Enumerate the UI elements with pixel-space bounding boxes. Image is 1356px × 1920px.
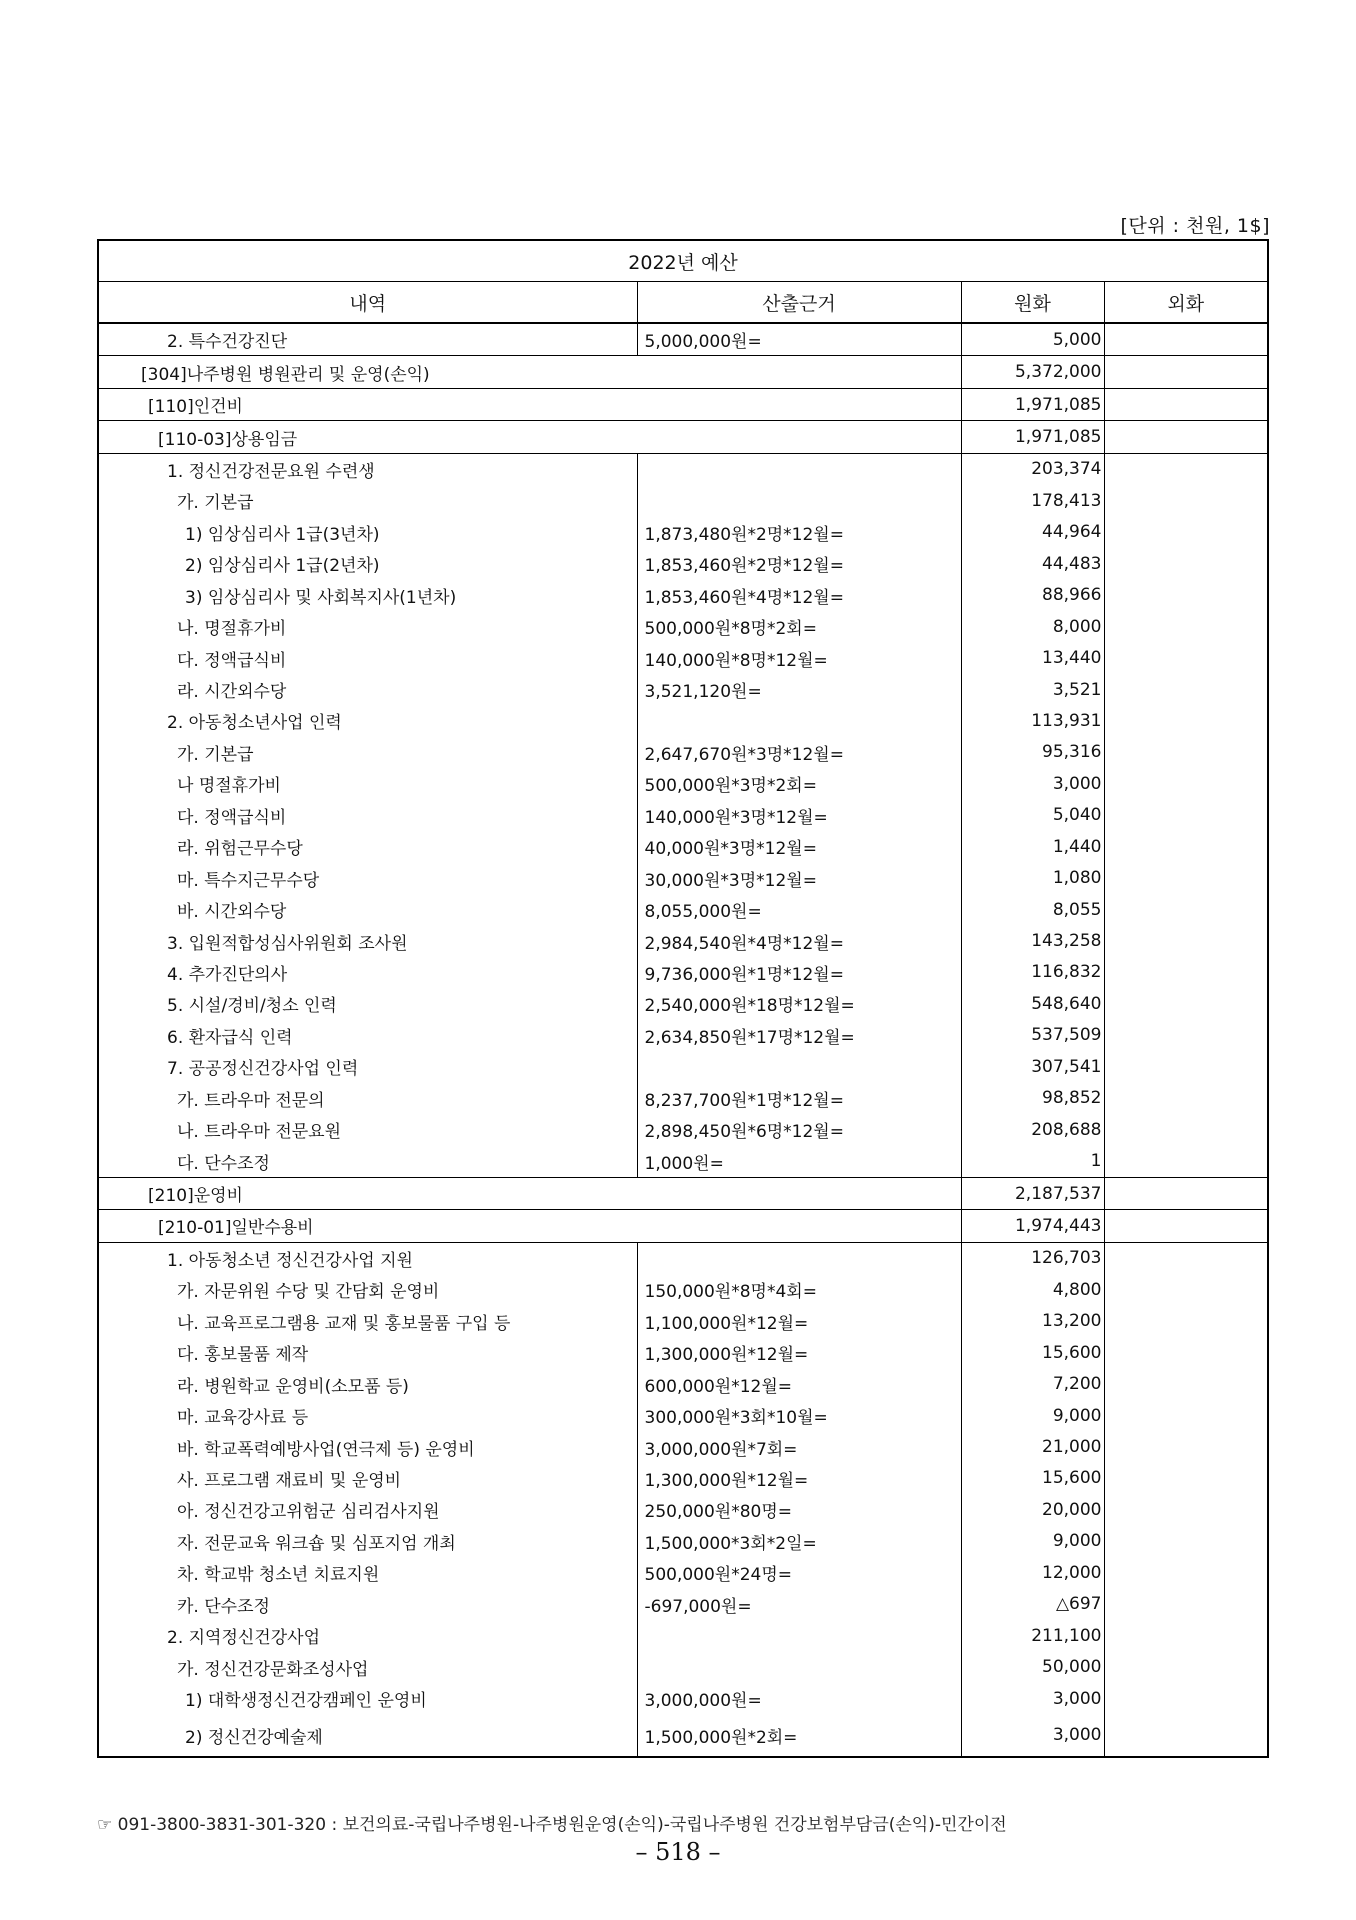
calculation-basis bbox=[637, 1620, 961, 1651]
krw-amount: 113,931 bbox=[961, 705, 1104, 736]
krw-amount: 15,600 bbox=[961, 1463, 1104, 1494]
table-row bbox=[98, 580, 1268, 611]
table-row bbox=[98, 1400, 1268, 1431]
calculation-basis: 1,300,000원*12월= bbox=[637, 1337, 961, 1368]
foreign-amount bbox=[1104, 611, 1268, 642]
item-description: 바. 학교폭력예방사업(연극제 등) 운영비 bbox=[98, 1431, 637, 1462]
calculation-basis: 1,853,460원*4명*12월= bbox=[637, 580, 961, 611]
header-description: 내역 bbox=[98, 282, 637, 324]
foreign-amount bbox=[1104, 453, 1268, 485]
table-row bbox=[98, 800, 1268, 831]
calculation-basis: 1,500,000*3회*2일= bbox=[637, 1526, 961, 1557]
krw-amount: 178,413 bbox=[961, 485, 1104, 516]
krw-amount: 8,055 bbox=[961, 894, 1104, 925]
foreign-amount bbox=[1104, 1651, 1268, 1682]
foreign-amount bbox=[1104, 1463, 1268, 1494]
item-description: 자. 전문교육 워크숍 및 심포지엄 개최 bbox=[98, 1526, 637, 1557]
calculation-basis: 2,984,540원*4명*12월= bbox=[637, 925, 961, 956]
foreign-amount bbox=[1104, 957, 1268, 988]
foreign-amount bbox=[1104, 1526, 1268, 1557]
foreign-amount bbox=[1104, 580, 1268, 611]
krw-amount: 143,258 bbox=[961, 925, 1104, 956]
item-description: [210-01]일반수용비 bbox=[98, 1210, 961, 1242]
calculation-basis: 150,000원*8명*4회= bbox=[637, 1274, 961, 1305]
table-row bbox=[98, 1051, 1268, 1082]
table-row bbox=[98, 1431, 1268, 1462]
item-description: 사. 프로그램 재료비 및 운영비 bbox=[98, 1463, 637, 1494]
foreign-amount bbox=[1104, 925, 1268, 956]
item-description: 2. 특수건강진단 bbox=[98, 323, 637, 356]
krw-amount: 2,187,537 bbox=[961, 1177, 1104, 1209]
table-row bbox=[98, 1145, 1268, 1177]
table-row bbox=[98, 1683, 1268, 1714]
krw-amount: 4,800 bbox=[961, 1274, 1104, 1305]
foreign-amount bbox=[1104, 356, 1268, 388]
item-description: 나 명절휴가비 bbox=[98, 768, 637, 799]
calculation-basis: 600,000원*12월= bbox=[637, 1368, 961, 1399]
table-row bbox=[98, 674, 1268, 705]
krw-amount: 9,000 bbox=[961, 1400, 1104, 1431]
calculation-basis: 2,540,000원*18명*12월= bbox=[637, 988, 961, 1019]
table-row bbox=[98, 421, 1268, 453]
table-row bbox=[98, 1337, 1268, 1368]
krw-amount: 537,509 bbox=[961, 1020, 1104, 1051]
krw-amount: 21,000 bbox=[961, 1431, 1104, 1462]
item-description: 다. 단수조정 bbox=[98, 1145, 637, 1177]
foreign-amount bbox=[1104, 1494, 1268, 1525]
calculation-basis: 8,055,000원= bbox=[637, 894, 961, 925]
krw-amount: 3,521 bbox=[961, 674, 1104, 705]
krw-amount: 211,100 bbox=[961, 1620, 1104, 1651]
item-description: 가. 기본급 bbox=[98, 485, 637, 516]
table-row bbox=[98, 1620, 1268, 1651]
table-body bbox=[98, 323, 1268, 1757]
account-code-footnote: ☞ 091-3800-3831-301-320 : 보건의료-국립나주병원-나주병원운영(손익)-국립나주병원 건강보험부담금(손익)-민간이전 bbox=[97, 1815, 1007, 1835]
item-description: 마. 특수지근무수당 bbox=[98, 862, 637, 893]
krw-amount: 3,000 bbox=[961, 768, 1104, 799]
krw-amount: 15,600 bbox=[961, 1337, 1104, 1368]
foreign-amount bbox=[1104, 1431, 1268, 1462]
foreign-amount bbox=[1104, 674, 1268, 705]
table-row bbox=[98, 1557, 1268, 1588]
item-description: 다. 홍보물품 제작 bbox=[98, 1337, 637, 1368]
budget-table bbox=[97, 239, 1269, 1758]
table-row bbox=[98, 1083, 1268, 1114]
item-description: 6. 환자급식 인력 bbox=[98, 1020, 637, 1051]
item-description: 나. 교육프로그램용 교재 및 홍보물품 구입 등 bbox=[98, 1306, 637, 1337]
foreign-amount bbox=[1104, 1145, 1268, 1177]
table-row bbox=[98, 356, 1268, 388]
foreign-amount bbox=[1104, 768, 1268, 799]
foreign-amount bbox=[1104, 988, 1268, 1019]
foreign-amount bbox=[1104, 1337, 1268, 1368]
calculation-basis: 1,000원= bbox=[637, 1145, 961, 1177]
krw-amount: 1,080 bbox=[961, 862, 1104, 893]
item-description: 다. 정액급식비 bbox=[98, 642, 637, 673]
item-description: 가. 정신건강문화조성사업 bbox=[98, 1651, 637, 1682]
calculation-basis: 300,000원*3회*10월= bbox=[637, 1400, 961, 1431]
foreign-amount bbox=[1104, 323, 1268, 356]
calculation-basis: 9,736,000원*1명*12월= bbox=[637, 957, 961, 988]
table-row bbox=[98, 1714, 1268, 1757]
calculation-basis: 1,873,480원*2명*12월= bbox=[637, 517, 961, 548]
krw-amount: 13,200 bbox=[961, 1306, 1104, 1337]
foreign-amount bbox=[1104, 1589, 1268, 1620]
krw-amount: 203,374 bbox=[961, 453, 1104, 485]
foreign-amount bbox=[1104, 1683, 1268, 1714]
calculation-basis: 250,000원*80명= bbox=[637, 1494, 961, 1525]
krw-amount: 5,000 bbox=[961, 323, 1104, 356]
krw-amount: 3,000 bbox=[961, 1714, 1104, 1757]
krw-amount: 1,440 bbox=[961, 831, 1104, 862]
calculation-basis: 500,000원*24명= bbox=[637, 1557, 961, 1588]
calculation-basis: 8,237,700원*1명*12월= bbox=[637, 1083, 961, 1114]
krw-amount: 20,000 bbox=[961, 1494, 1104, 1525]
item-description: 2) 임상심리사 1급(2년차) bbox=[98, 548, 637, 579]
table-row bbox=[98, 517, 1268, 548]
krw-amount: 1,974,443 bbox=[961, 1210, 1104, 1242]
table-row bbox=[98, 1306, 1268, 1337]
table-title: 2022년 예산 bbox=[98, 240, 1268, 282]
krw-amount: 5,372,000 bbox=[961, 356, 1104, 388]
item-description: 2. 아동청소년사업 인력 bbox=[98, 705, 637, 736]
table-row bbox=[98, 1463, 1268, 1494]
unit-label: [단위 : 천원, 1$] bbox=[1120, 215, 1270, 237]
krw-amount: 88,966 bbox=[961, 580, 1104, 611]
table-row bbox=[98, 611, 1268, 642]
item-description: 아. 정신건강고위험군 심리검사지원 bbox=[98, 1494, 637, 1525]
table-row bbox=[98, 1114, 1268, 1145]
item-description: 1) 임상심리사 1급(3년차) bbox=[98, 517, 637, 548]
foreign-amount bbox=[1104, 737, 1268, 768]
krw-amount: 548,640 bbox=[961, 988, 1104, 1019]
table-row bbox=[98, 388, 1268, 420]
foreign-amount bbox=[1104, 485, 1268, 516]
krw-amount: 95,316 bbox=[961, 737, 1104, 768]
krw-amount: 44,483 bbox=[961, 548, 1104, 579]
table-row bbox=[98, 548, 1268, 579]
foreign-amount bbox=[1104, 862, 1268, 893]
krw-amount: 208,688 bbox=[961, 1114, 1104, 1145]
table-row bbox=[98, 1651, 1268, 1682]
table-row bbox=[98, 831, 1268, 862]
item-description: 5. 시설/경비/청소 인력 bbox=[98, 988, 637, 1019]
foreign-amount bbox=[1104, 548, 1268, 579]
krw-amount: 98,852 bbox=[961, 1083, 1104, 1114]
item-description: 1) 대학생정신건강캠페인 운영비 bbox=[98, 1683, 637, 1714]
item-description: 바. 시간외수당 bbox=[98, 894, 637, 925]
table-row bbox=[98, 323, 1268, 356]
foreign-amount bbox=[1104, 1274, 1268, 1305]
item-description: 나. 명절휴가비 bbox=[98, 611, 637, 642]
item-description: 라. 병원학교 운영비(소모품 등) bbox=[98, 1368, 637, 1399]
table-row bbox=[98, 1210, 1268, 1242]
table-row bbox=[98, 768, 1268, 799]
item-description: 4. 추가진단의사 bbox=[98, 957, 637, 988]
calculation-basis: 3,521,120원= bbox=[637, 674, 961, 705]
calculation-basis: 140,000원*8명*12월= bbox=[637, 642, 961, 673]
krw-amount: 1,971,085 bbox=[961, 421, 1104, 453]
item-description: 카. 단수조정 bbox=[98, 1589, 637, 1620]
foreign-amount bbox=[1104, 642, 1268, 673]
table-row bbox=[98, 925, 1268, 956]
foreign-amount bbox=[1104, 1557, 1268, 1588]
calculation-basis: 30,000원*3명*12월= bbox=[637, 862, 961, 893]
foreign-amount bbox=[1104, 1400, 1268, 1431]
table-row bbox=[98, 1274, 1268, 1305]
calculation-basis: 3,000,000원*7회= bbox=[637, 1431, 961, 1462]
item-description: 마. 교육강사료 등 bbox=[98, 1400, 637, 1431]
table-row bbox=[98, 485, 1268, 516]
calculation-basis bbox=[637, 705, 961, 736]
calculation-basis: 500,000원*8명*2회= bbox=[637, 611, 961, 642]
item-description: 가. 기본급 bbox=[98, 737, 637, 768]
foreign-amount bbox=[1104, 1368, 1268, 1399]
calculation-basis: 2,634,850원*17명*12월= bbox=[637, 1020, 961, 1051]
table-row bbox=[98, 705, 1268, 736]
item-description: [110-03]상용임금 bbox=[98, 421, 961, 453]
foreign-amount bbox=[1104, 388, 1268, 420]
item-description: 1. 정신건강전문요원 수련생 bbox=[98, 453, 637, 485]
krw-amount: 44,964 bbox=[961, 517, 1104, 548]
krw-amount: 1,971,085 bbox=[961, 388, 1104, 420]
krw-amount: 7,200 bbox=[961, 1368, 1104, 1399]
item-description: [110]인건비 bbox=[98, 388, 961, 420]
table-row bbox=[98, 862, 1268, 893]
header-krw: 원화 bbox=[961, 282, 1104, 324]
calculation-basis: 5,000,000원= bbox=[637, 323, 961, 356]
foreign-amount bbox=[1104, 1306, 1268, 1337]
krw-amount: 3,000 bbox=[961, 1683, 1104, 1714]
calculation-basis: 40,000원*3명*12월= bbox=[637, 831, 961, 862]
table-row bbox=[98, 1242, 1268, 1274]
calculation-basis bbox=[637, 453, 961, 485]
table-row bbox=[98, 642, 1268, 673]
krw-amount: 12,000 bbox=[961, 1557, 1104, 1588]
table-row bbox=[98, 1494, 1268, 1525]
calculation-basis: 3,000,000원= bbox=[637, 1683, 961, 1714]
item-description: 3) 임상심리사 및 사회복지사(1년차) bbox=[98, 580, 637, 611]
foreign-amount bbox=[1104, 1210, 1268, 1242]
calculation-basis bbox=[637, 1651, 961, 1682]
calculation-basis: 1,300,000원*12월= bbox=[637, 1463, 961, 1494]
foreign-amount bbox=[1104, 517, 1268, 548]
item-description: 다. 정액급식비 bbox=[98, 800, 637, 831]
table-row bbox=[98, 453, 1268, 485]
item-description: [304]나주병원 병원관리 및 운영(손익) bbox=[98, 356, 961, 388]
foreign-amount bbox=[1104, 1177, 1268, 1209]
table-row bbox=[98, 1526, 1268, 1557]
foreign-amount bbox=[1104, 894, 1268, 925]
krw-amount: 9,000 bbox=[961, 1526, 1104, 1557]
calculation-basis bbox=[637, 485, 961, 516]
table-row bbox=[98, 988, 1268, 1019]
foreign-amount bbox=[1104, 831, 1268, 862]
foreign-amount bbox=[1104, 1114, 1268, 1145]
item-description: 가. 자문위원 수당 및 간담회 운영비 bbox=[98, 1274, 637, 1305]
table-row bbox=[98, 1020, 1268, 1051]
calculation-basis: 1,853,460원*2명*12월= bbox=[637, 548, 961, 579]
header-foreign: 외화 bbox=[1104, 282, 1268, 324]
header-basis: 산출근거 bbox=[637, 282, 961, 324]
table-row bbox=[98, 737, 1268, 768]
table-row bbox=[98, 1589, 1268, 1620]
calculation-basis: 140,000원*3명*12월= bbox=[637, 800, 961, 831]
item-description: [210]운영비 bbox=[98, 1177, 961, 1209]
krw-amount: 1 bbox=[961, 1145, 1104, 1177]
table-row bbox=[98, 957, 1268, 988]
krw-amount: △697 bbox=[961, 1589, 1104, 1620]
krw-amount: 50,000 bbox=[961, 1651, 1104, 1682]
foreign-amount bbox=[1104, 1083, 1268, 1114]
foreign-amount bbox=[1104, 1620, 1268, 1651]
calculation-basis bbox=[637, 1242, 961, 1274]
foreign-amount bbox=[1104, 705, 1268, 736]
calculation-basis: -697,000원= bbox=[637, 1589, 961, 1620]
table-row bbox=[98, 1177, 1268, 1209]
calculation-basis bbox=[637, 1051, 961, 1082]
item-description: 차. 학교밖 청소년 치료지원 bbox=[98, 1557, 637, 1588]
calculation-basis: 500,000원*3명*2회= bbox=[637, 768, 961, 799]
calculation-basis: 2,898,450원*6명*12월= bbox=[637, 1114, 961, 1145]
item-description: 2) 정신건강예술제 bbox=[98, 1714, 637, 1757]
foreign-amount bbox=[1104, 421, 1268, 453]
item-description: 라. 시간외수당 bbox=[98, 674, 637, 705]
krw-amount: 116,832 bbox=[961, 957, 1104, 988]
table-row bbox=[98, 894, 1268, 925]
calculation-basis: 2,647,670원*3명*12월= bbox=[637, 737, 961, 768]
krw-amount: 5,040 bbox=[961, 800, 1104, 831]
foreign-amount bbox=[1104, 800, 1268, 831]
foreign-amount bbox=[1104, 1020, 1268, 1051]
krw-amount: 8,000 bbox=[961, 611, 1104, 642]
foreign-amount bbox=[1104, 1051, 1268, 1082]
calculation-basis: 1,500,000원*2회= bbox=[637, 1714, 961, 1757]
item-description: 가. 트라우마 전문의 bbox=[98, 1083, 637, 1114]
item-description: 3. 입원적합성심사위원회 조사원 bbox=[98, 925, 637, 956]
table-row bbox=[98, 1368, 1268, 1399]
item-description: 1. 아동청소년 정신건강사업 지원 bbox=[98, 1242, 637, 1274]
item-description: 2. 지역정신건강사업 bbox=[98, 1620, 637, 1651]
foreign-amount bbox=[1104, 1242, 1268, 1274]
item-description: 나. 트라우마 전문요원 bbox=[98, 1114, 637, 1145]
calculation-basis: 1,100,000원*12월= bbox=[637, 1306, 961, 1337]
krw-amount: 13,440 bbox=[961, 642, 1104, 673]
page-number: – 518 – bbox=[635, 1838, 721, 1866]
krw-amount: 126,703 bbox=[961, 1242, 1104, 1274]
krw-amount: 307,541 bbox=[961, 1051, 1104, 1082]
foreign-amount bbox=[1104, 1714, 1268, 1757]
item-description: 라. 위험근무수당 bbox=[98, 831, 637, 862]
item-description: 7. 공공정신건강사업 인력 bbox=[98, 1051, 637, 1082]
